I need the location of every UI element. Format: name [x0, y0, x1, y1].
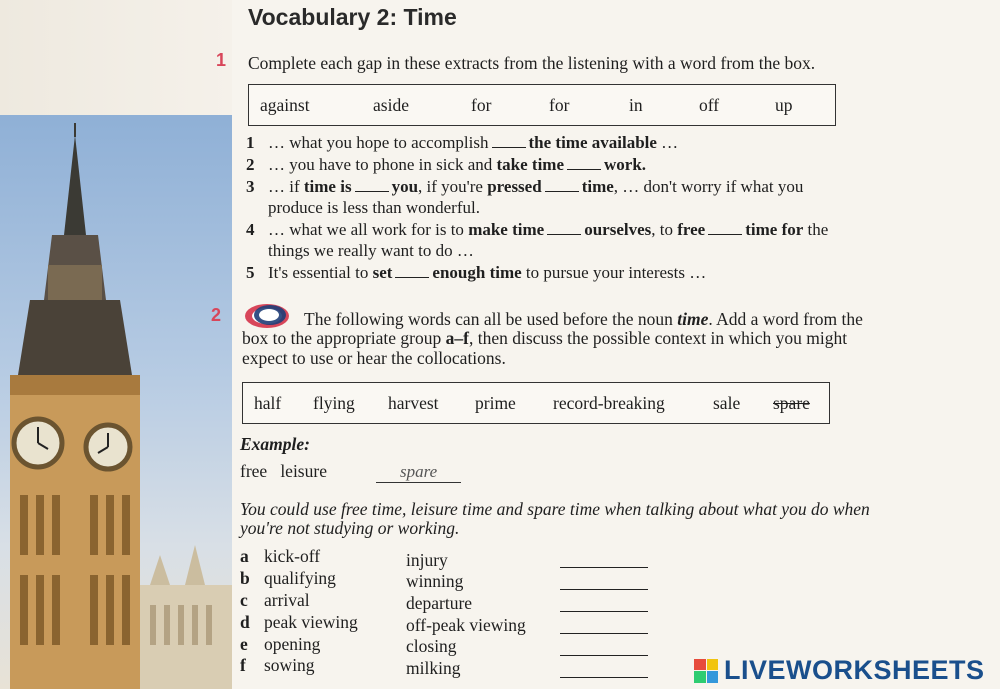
- word-box-item: flying: [313, 392, 355, 413]
- big-ben-photo: [0, 115, 232, 689]
- exercise-1-item-1: 1 … what you hope to accomplish the time available …: [246, 133, 679, 152]
- exercise-1-number: 1: [216, 50, 227, 70]
- word-box-item: up: [775, 94, 793, 115]
- collocation-row-e-word-2: closing: [406, 636, 457, 656]
- example-note-line-2: you're not studying or working.: [240, 518, 460, 538]
- logo-mark-icon: [694, 659, 718, 683]
- word-box-item: harvest: [388, 392, 439, 413]
- collocation-row-b-word-2: winning: [406, 571, 464, 591]
- collocation-row-f: f sowing: [240, 655, 315, 675]
- example-words: free leisure: [240, 461, 327, 481]
- collocation-row-a-word-2: injury: [406, 550, 448, 570]
- page-title: Vocabulary 2: Time: [248, 4, 457, 30]
- collocation-row-c: c arrival: [240, 590, 310, 610]
- exercise-1-item-3: 3 … if time is you, if you're pressed time, … don't worry if what you: [246, 177, 804, 196]
- exercise-1-item-3-cont: produce is less than wonderful.: [268, 198, 480, 217]
- example-label: Example:: [240, 434, 310, 454]
- answer-input-a[interactable]: [560, 567, 648, 568]
- example-answer: spare: [376, 462, 461, 483]
- word-box-item: for: [549, 94, 570, 115]
- collocation-row-d-word-2: off-peak viewing: [406, 615, 526, 635]
- word-box-item: off: [699, 94, 720, 115]
- exercise-1-item-4-cont: things we really want to do …: [268, 241, 474, 260]
- exercise-2-instruction-line-1: The following words can all be used before the noun time. Add a word from the: [304, 309, 863, 329]
- word-box-item: against: [260, 94, 310, 115]
- gap-input[interactable]: [708, 220, 742, 235]
- word-box-item: sale: [713, 392, 741, 413]
- gap-input[interactable]: [547, 220, 581, 235]
- exercise-1-item-2: 2 … you have to phone in sick and take time work.: [246, 155, 647, 174]
- gap-input[interactable]: [545, 177, 579, 192]
- collocation-row-b: b qualifying: [240, 568, 336, 588]
- exercise-2-word-box: [242, 382, 830, 424]
- page-edge: [0, 0, 232, 115]
- exercise-1-item-5: 5 It's essential to set enough time to pursue your interests …: [246, 263, 707, 282]
- exercise-2-instruction-line-3: expect to use or hear the collocations.: [242, 348, 506, 368]
- exercise-2-instruction-line-2: box to the appropriate group a–f, then discuss the possible context in which you might: [242, 328, 848, 348]
- exercise-1-word-box: [248, 84, 836, 126]
- gap-input[interactable]: [567, 155, 601, 170]
- word-box-item: record-breaking: [553, 392, 665, 413]
- word-box-item: prime: [475, 392, 516, 413]
- answer-input-f[interactable]: [560, 677, 648, 678]
- word-box-item-crossed: spare: [773, 392, 810, 413]
- word-box-item: for: [471, 94, 492, 115]
- word-box-item: aside: [373, 94, 409, 115]
- exercise-1-item-4: 4 … what we all work for is to make time ourselves, to free time for the: [246, 220, 829, 239]
- word-box-item: half: [254, 392, 282, 413]
- gap-input[interactable]: [395, 263, 429, 278]
- liveworksheets-logo: LIVEWORKSHEETS: [694, 655, 985, 686]
- collocation-row-d: d peak viewing: [240, 612, 358, 632]
- answer-input-e[interactable]: [560, 655, 648, 656]
- answer-input-d[interactable]: [560, 633, 648, 634]
- answer-input-c[interactable]: [560, 611, 648, 612]
- example-note-line-1: You could use free time, leisure time and spare time when talking about what you do when: [240, 499, 870, 519]
- gap-input[interactable]: [355, 177, 389, 192]
- exercise-2-number: 2: [211, 305, 222, 325]
- collocation-row-f-word-2: milking: [406, 658, 461, 678]
- collocation-row-a: a kick-off: [240, 546, 321, 566]
- exercise-1-instruction: Complete each gap in these extracts from the listening with a word from the box.: [248, 53, 816, 73]
- word-box-item: in: [629, 94, 643, 115]
- collocation-row-e: e opening: [240, 634, 321, 654]
- gap-input[interactable]: [492, 133, 526, 148]
- answer-input-b[interactable]: [560, 589, 648, 590]
- collocation-row-c-word-2: departure: [406, 593, 473, 613]
